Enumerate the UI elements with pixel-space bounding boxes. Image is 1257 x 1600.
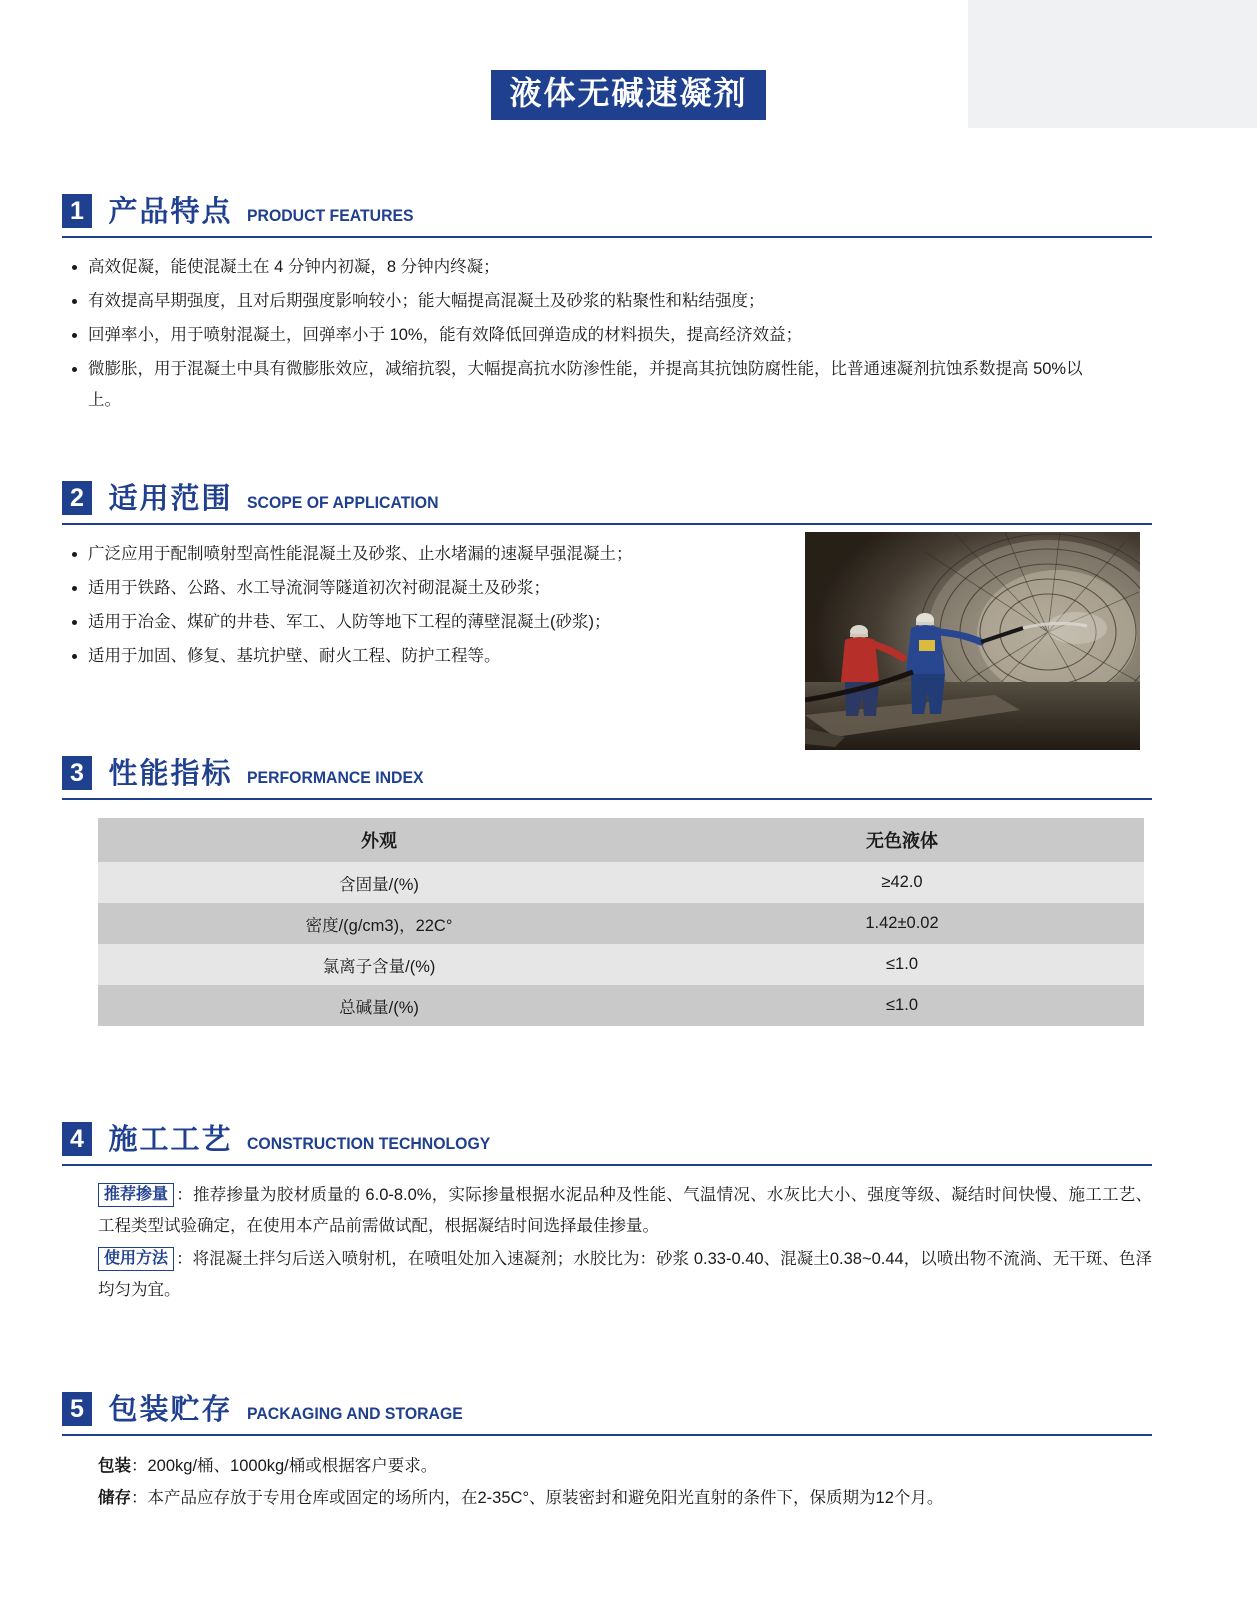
- table-cell-label: 含固量/(%): [98, 862, 660, 903]
- section-number: 4: [62, 1122, 92, 1156]
- list-item: 适用于铁路、公路、水工导流洞等隧道初次衬砌混凝土及砂浆；: [62, 573, 778, 604]
- section-title-cn: 包装贮存: [108, 1394, 233, 1426]
- performance-index-table: [98, 818, 1144, 1026]
- label-storage: 储存: [98, 1489, 131, 1507]
- section-heading: [62, 752, 1152, 796]
- section-number: 1: [62, 194, 92, 228]
- section-title-en: PERFORMANCE INDEX: [246, 767, 424, 787]
- label-usage-method: 使用方法: [98, 1247, 174, 1271]
- section-title-cn: 施工工艺: [108, 1124, 233, 1156]
- storage-text: ：本产品应存放于专用仓库或固定的场所内，在2-35C°、原装密封和避免阳光直射的条件下，保质期为12个月。: [131, 1489, 944, 1507]
- list-item: 适用于加固、修复、基坑护壁、耐火工程、防护工程等。: [62, 641, 778, 672]
- section-divider: [62, 1164, 1152, 1166]
- tunnel-construction-photo: [805, 532, 1140, 750]
- table-cell-label: 氯离子含量/(%): [98, 944, 660, 985]
- table-row: [98, 862, 1144, 903]
- section-title-en: PACKAGING AND STORAGE: [246, 1403, 463, 1423]
- label-packaging: 包装: [98, 1457, 131, 1475]
- list-item: 微膨胀，用于混凝土中具有微膨胀效应，减缩抗裂，大幅提高抗水防渗性能，并提高其抗蚀防腐性能，比普通速凝剂抗蚀系数提高 50%以上。: [62, 354, 1098, 416]
- section-heading: [62, 477, 1152, 521]
- feature-list: [62, 252, 1152, 416]
- table-row: [98, 985, 1144, 1026]
- section-packaging-and-storage: [62, 1388, 1152, 1514]
- section-performance-index: [62, 752, 1152, 1026]
- table-cell-label: 密度/(g/cm3)，22C°: [98, 903, 660, 944]
- section-divider: [62, 236, 1152, 238]
- section-construction-technology: [62, 1118, 1152, 1308]
- page-title: 液体无碱速凝剂: [491, 70, 765, 120]
- packaging-text: ：200kg/桶、1000kg/桶或根据客户要求。: [131, 1457, 438, 1475]
- table-row: [98, 903, 1144, 944]
- paragraph-text: ：将混凝土拌匀后送入喷射机，在喷咀处加入速凝剂；水胶比为：砂浆 0.33-0.40、混凝土0.38~0.44，以喷出物不流淌、无干斑、色泽均匀为宜。: [98, 1250, 1152, 1299]
- table-cell-value: 1.42±0.02: [660, 903, 1144, 944]
- section-heading: [62, 1388, 1152, 1432]
- paragraph-dosage: [62, 1180, 1152, 1242]
- section-number: 3: [62, 756, 92, 790]
- section-number: 5: [62, 1392, 92, 1426]
- packaging-line: [62, 1450, 1152, 1482]
- list-item: 有效提高早期强度，且对后期强度影响较小；能大幅提高混凝土及砂浆的粘聚性和粘结强度；: [62, 286, 1152, 317]
- section-number: 2: [62, 481, 92, 515]
- list-item: 广泛应用于配制喷射型高性能混凝土及砂浆、止水堵漏的速凝早强混凝土；: [62, 539, 778, 570]
- section-heading: [62, 1118, 1152, 1162]
- table-cell-value: ≤1.0: [660, 985, 1144, 1026]
- table-cell-value: ≤1.0: [660, 944, 1144, 985]
- section-divider: [62, 523, 1152, 525]
- section-title-cn: 产品特点: [108, 196, 233, 228]
- table-cell-value: ≥42.0: [660, 862, 1144, 903]
- paragraph-text: ：推荐掺量为胶材质量的 6.0-8.0%，实际掺量根据水泥品种及性能、气温情况、水灰比大小、强度等级、凝结时间快慢、施工工艺、工程类型试验确定，在使用本产品前需做试配，根据凝结时间选择最佳掺量。: [98, 1186, 1152, 1235]
- label-recommended-dosage: 推荐掺量: [98, 1183, 174, 1207]
- list-item: 回弹率小，用于喷射混凝土，回弹率小于 10%，能有效降低回弹造成的材料损失，提高经济效益；: [62, 320, 1152, 351]
- list-item: 适用于冶金、煤矿的井巷、军工、人防等地下工程的薄壁混凝土(砂浆)；: [62, 607, 778, 638]
- section-title-cn: 适用范围: [108, 483, 233, 515]
- section-heading: [62, 190, 1152, 234]
- section-divider: [62, 1434, 1152, 1436]
- section-title-en: PRODUCT FEATURES: [246, 205, 414, 225]
- storage-line: [62, 1482, 1152, 1514]
- table-cell-label: 外观: [98, 818, 660, 862]
- section-divider: [62, 798, 1152, 800]
- photo-illustration: [805, 532, 1140, 750]
- section-title-cn: 性能指标: [108, 758, 233, 790]
- title-banner: [0, 70, 1257, 120]
- table-row: [98, 818, 1144, 862]
- table-row: [98, 944, 1144, 985]
- paragraph-usage: [62, 1244, 1152, 1306]
- table-cell-label: 总碱量/(%): [98, 985, 660, 1026]
- list-item: 高效促凝，能使混凝土在 4 分钟内初凝，8 分钟内终凝；: [62, 252, 1152, 283]
- section-title-en: CONSTRUCTION TECHNOLOGY: [246, 1133, 491, 1153]
- section-product-features: [62, 190, 1152, 419]
- table-cell-value: 无色液体: [660, 818, 1144, 862]
- section-title-en: SCOPE OF APPLICATION: [246, 492, 439, 512]
